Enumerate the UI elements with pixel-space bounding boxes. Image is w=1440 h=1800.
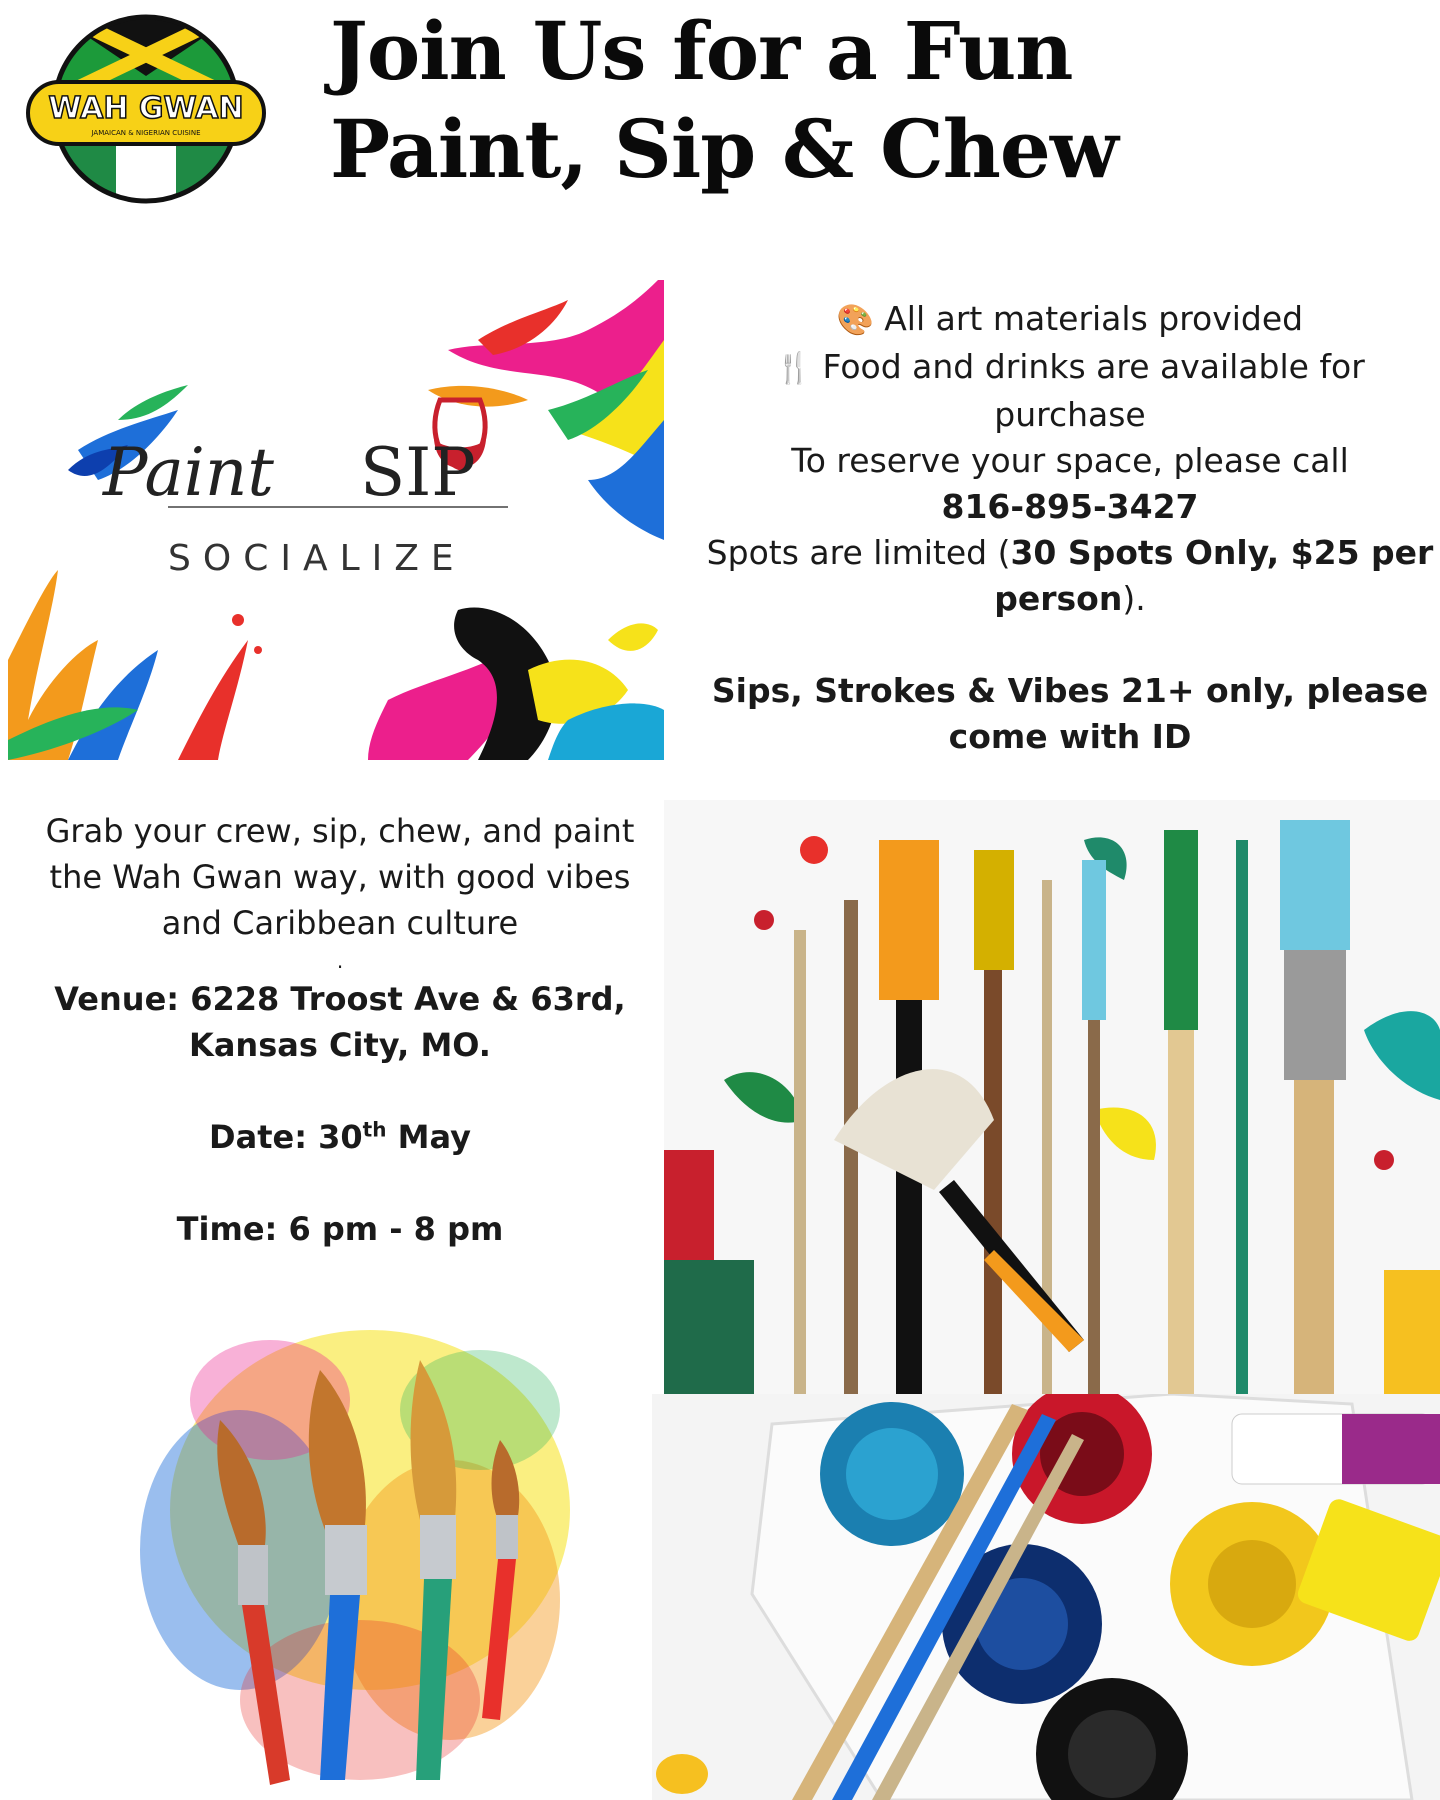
event-details xyxy=(20,808,660,1252)
page-title xyxy=(330,2,1410,198)
paint-palette-photo xyxy=(652,1394,1440,1800)
palette-icon: 🎨 xyxy=(836,303,875,338)
materials-text: All art materials provided xyxy=(884,299,1304,338)
paint-text: Paint xyxy=(103,434,274,511)
socialize-text: SOCIALIZE xyxy=(168,538,466,579)
fork-knife-icon: 🍴 xyxy=(775,351,813,386)
watercolor-brushes-illustration xyxy=(120,1300,590,1790)
sip-text: SIP xyxy=(360,434,476,511)
food-line xyxy=(700,344,1440,438)
logo-tagline: JAMAICAN & NIGERIAN CUISINE xyxy=(91,129,201,137)
phone-number[interactable]: 816-895-3427 xyxy=(941,487,1199,526)
event-info xyxy=(700,296,1440,760)
age-notice: Sips, Strokes & Vibes 21+ only, please come with ID xyxy=(711,671,1429,756)
headline-line-1: Join Us for a Fun xyxy=(330,4,1073,98)
date-sup: th xyxy=(362,1117,387,1142)
time-line: Time: 6 pm - 8 pm xyxy=(176,1210,504,1248)
spots-line xyxy=(700,530,1440,622)
intro-text: Grab your crew, sip, chew, and paint the Wah Gwan way, with good vibes and Caribbean culture xyxy=(45,812,635,942)
wah-gwan-logo xyxy=(24,14,268,204)
headline-line-2: Paint, Sip & Chew xyxy=(330,102,1118,196)
logo-brand-text: WAH GWAN xyxy=(48,91,244,126)
venue-line-1: Venue: 6228 Troost Ave & 63rd, xyxy=(54,980,626,1018)
spots-prefix: Spots are limited ( xyxy=(706,533,1011,572)
spots-suffix: ). xyxy=(1122,579,1146,618)
separator-dot: . xyxy=(336,949,344,973)
venue-line-2: Kansas City, MO. xyxy=(189,1026,491,1064)
spots-bold: 30 Spots Only, $25 per person xyxy=(994,533,1434,618)
date-line xyxy=(20,1114,660,1160)
date-suffix: May xyxy=(386,1118,471,1156)
reserve-text: To reserve your space, please call xyxy=(791,441,1349,480)
paint-sip-socialize-image xyxy=(8,280,664,760)
food-text: Food and drinks are available for purchase xyxy=(822,347,1365,434)
materials-line xyxy=(700,296,1440,344)
date-prefix: Date: 30 xyxy=(209,1118,363,1156)
paint-brushes-photo xyxy=(664,800,1440,1394)
